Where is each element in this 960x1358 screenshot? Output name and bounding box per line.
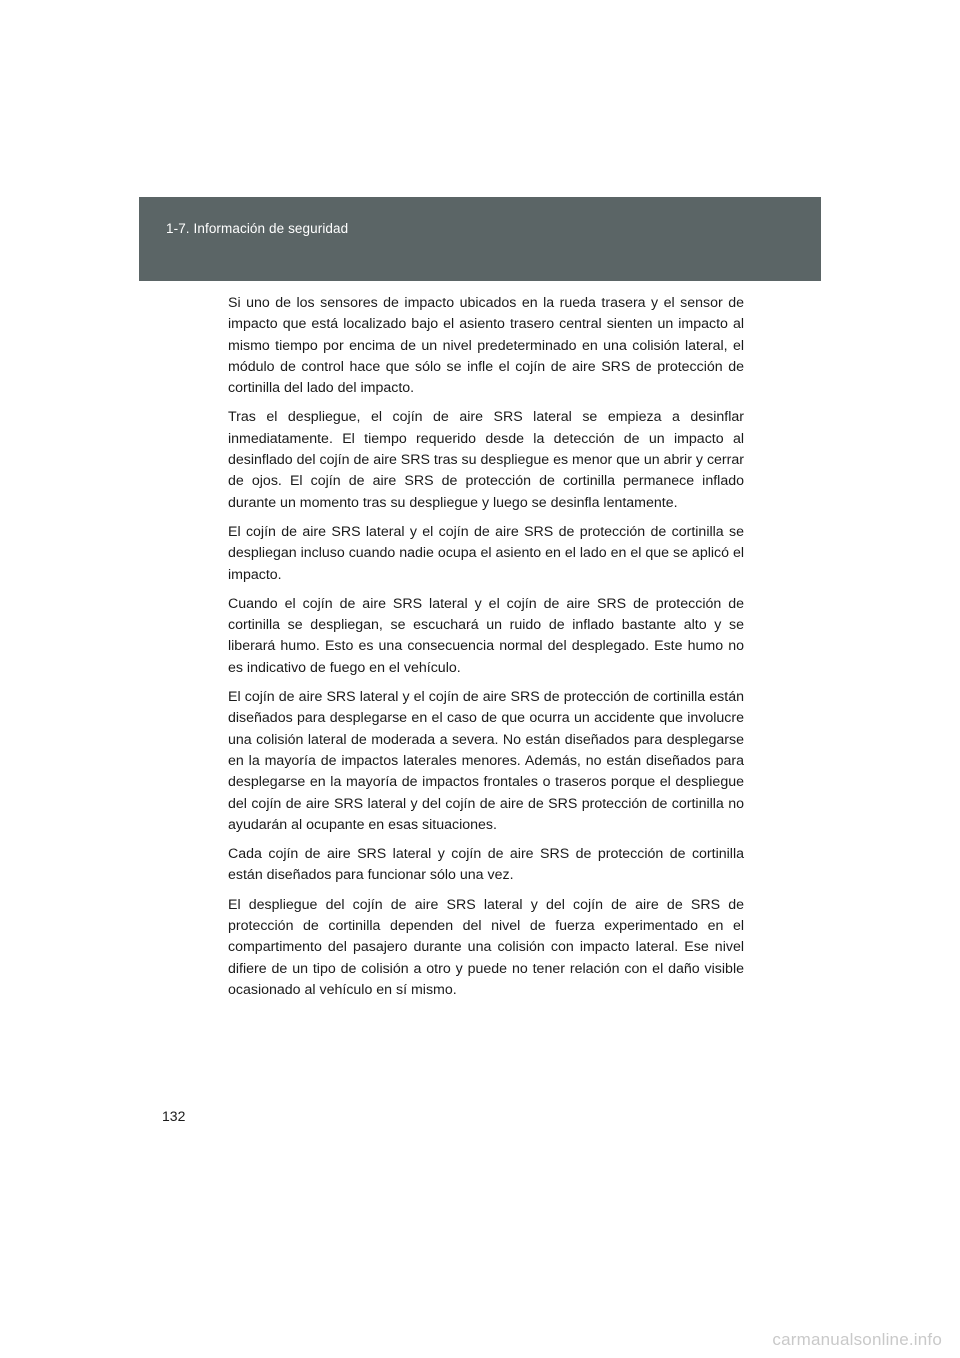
- section-title: 1-7. Información de seguridad: [166, 221, 349, 236]
- page-body: [228, 293, 744, 1009]
- page-number: 132: [162, 1108, 186, 1124]
- body-paragraph: El cojín de aire SRS lateral y el cojín de aire SRS de protección de cortinilla se despliegan incluso cuando nadie ocupa el asiento en el lado en el que se aplicó el impacto.: [228, 523, 744, 583]
- body-paragraph: El despliegue del cojín de aire SRS lateral y del cojín de aire de SRS de protección de cortinilla dependen del nivel de fuerza experimentado en el compartimento del pasajero durante una colisión con impacto lateral. Ese nivel difiere de un tipo de colisión a otro y puede no tener relación con el daño visible ocasionado al vehículo en sí mismo.: [228, 896, 744, 998]
- body-paragraph: Si uno de los sensores de impacto ubicados en la rueda trasera y el sensor de impacto que está localizado bajo el asiento trasero central sienten un impacto al mismo tiempo por encima de un nivel predeterminado en una colisión lateral, el módulo de control hace que sólo se infle el cojín de aire SRS de protección de cortinilla del lado del impacto.: [228, 295, 744, 397]
- watermark-text: carmanualsonline.info: [772, 1330, 942, 1349]
- body-paragraph: El cojín de aire SRS lateral y el cojín de aire SRS de protección de cortinilla están diseñados para desplegarse en el caso de que ocurra un accidente que involucre una colisión lateral de moderada a severa. No están diseñados para desplegarse en la mayoría de impactos laterales menores. Además, no están diseñados para desplegarse en la mayoría de impactos frontales o traseros porque el despliegue del cojín de aire SRS lateral y del cojín de aire de SRS protección de cortinilla no ayudarán al ocupante en esas situaciones.: [228, 689, 744, 833]
- body-paragraph: Cada cojín de aire SRS lateral y cojín de aire SRS de protección de cortinilla están diseñados para funcionar sólo una vez.: [228, 846, 744, 884]
- body-paragraph: Tras el despliegue, el cojín de aire SRS lateral se empieza a desinflar inmediatamente. El tiempo requerido desde la detección de un impacto al desinflado del cojín de aire SRS tras su despliegue es menor que un abrir y cerrar de ojos. El cojín de aire SRS de protección de cortinilla permanece inflado durante un momento tras su despliegue y luego se desinfla lentamente.: [228, 409, 744, 511]
- body-paragraph: Cuando el cojín de aire SRS lateral y el cojín de aire SRS de protección de cortinilla se despliegan, se escuchará un ruido de inflado bastante alto y se liberará humo. Esto es una consecuencia normal del desplegado. Este humo no es indicativo de fuego en el vehículo.: [228, 595, 744, 676]
- section-header-band: [139, 197, 821, 281]
